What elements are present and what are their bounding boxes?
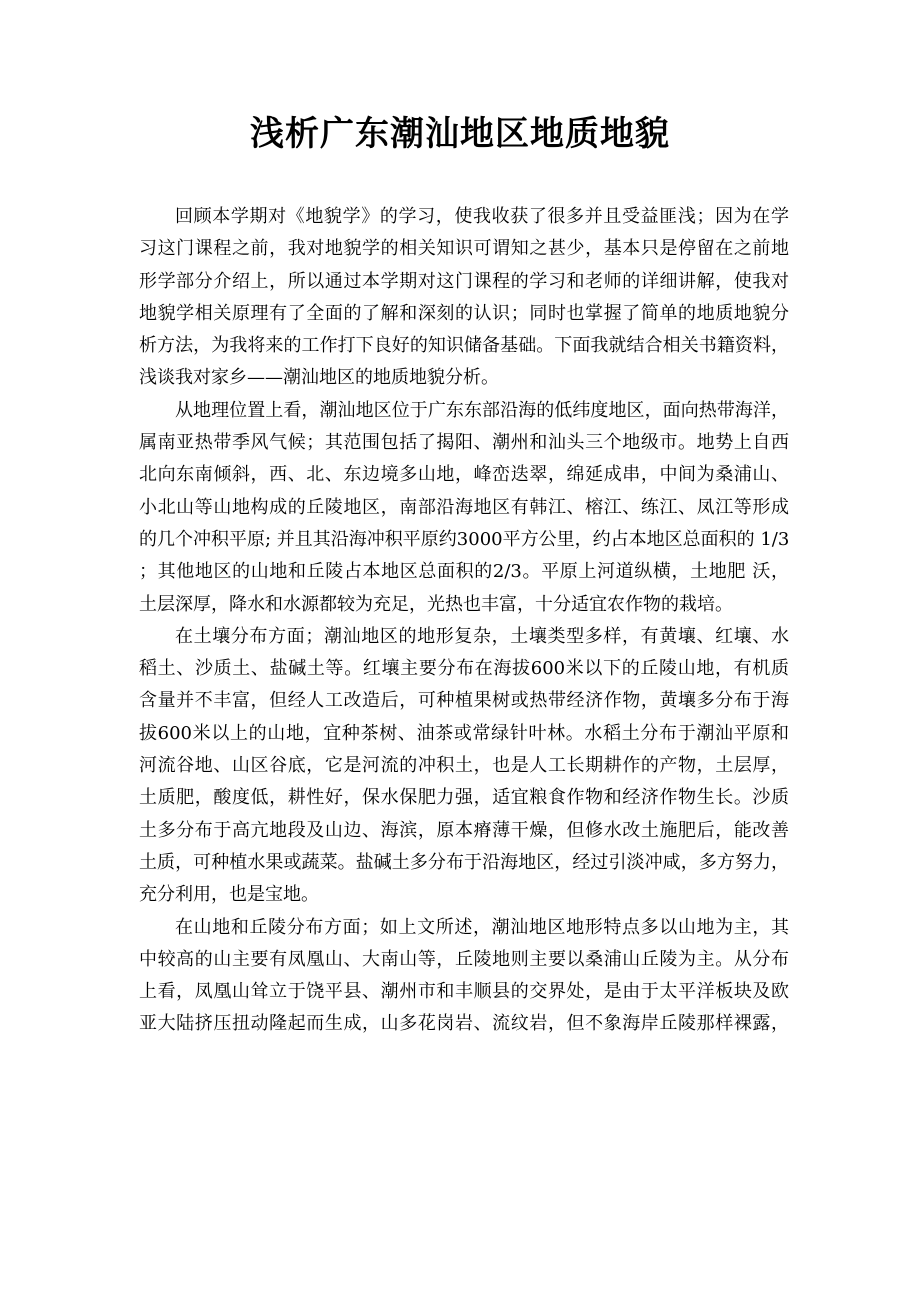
paragraph-3 [139,621,789,912]
text-line: 形学部分介绍上，所以通过本学期对这门课程的学习和老师的详细讲解，使我对 [139,270,789,292]
text-line: 河流谷地、山区谷底，它是河流的冲积土，也是人工长期耕作的产物，土层厚， [139,755,789,777]
text-line: 中较高的山主要有凤凰山、大南山等，丘陵地则主要以桑浦山丘陵为主。从分布 [139,948,789,970]
document-body [139,201,789,1041]
document-title: 浅析广东潮汕地区地质地貌 [250,114,670,154]
paragraph-4 [139,912,789,1041]
text-line: 拔600米以上的山地，宜种茶树、油茶或常绿针叶林。水稻土分布于潮汕平原和 [139,722,789,744]
text-line: 土质肥，酸度低，耕性好，保水保肥力强，适宜粮食作物和经济作物生长。沙质 [139,787,789,809]
text-line: 析方法，为我将来的工作打下良好的知识储备基础。下面我就结合相关书籍资料， [139,335,789,357]
text-line: 土多分布于高亢地段及山边、海滨，原本瘠薄干燥，但修水改土施肥后，能改善 [139,819,789,841]
text-line: 习这门课程之前，我对地貌学的相关知识可谓知之甚少，基本只是停留在之前地 [139,238,789,260]
text-line: 浅谈我对家乡——潮汕地区的地质地貌分析。 [139,367,499,389]
text-line: 属南亚热带季风气候；其范围包括了揭阳、潮州和汕头三个地级市。地势上自西 [139,432,789,454]
text-line: 小北山等山地构成的丘陵地区，南部沿海地区有韩江、榕江、练江、凤江等形成 [139,496,789,518]
text-line: 从地理位置上看，潮汕地区位于广东东部沿海的低纬度地区，面向热带海洋， [175,399,789,421]
text-line: 在土壤分布方面；潮汕地区的地形复杂，土壤类型多样，有黄壤、红壤、水 [175,625,789,647]
text-line: 北向东南倾斜，西、北、东边境多山地，峰峦迭翠，绵延成串，中间为桑浦山、 [139,464,789,486]
paragraph-1 [139,201,789,395]
text-line: 在山地和丘陵分布方面；如上文所述，潮汕地区地形特点多以山地为主，其 [175,916,789,938]
text-line: 土层深厚，降水和水源都较为充足，光热也丰富，十分适宜农作物的栽培。 [139,593,733,615]
text-line: ；其他地区的山地和丘陵占本地区总面积的2/3。平原上河道纵横，土地肥 沃， [139,561,789,583]
text-line: 地貌学相关原理有了全面的了解和深刻的认识；同时也掌握了简单的地质地貌分 [139,302,789,324]
text-line: 土质，可种植水果或蔬菜。盐碱土多分布于沿海地区，经过引淡冲咸，多方努力， [139,851,789,873]
text-line: 回顾本学期对《地貌学》的学习，使我收获了很多并且受益匪浅；因为在学 [175,206,789,227]
text-line: 充分利用，也是宝地。 [139,884,319,906]
paragraph-2 [139,395,789,621]
text-line: 稻土、沙质土、盐碱土等。红壤主要分布在海拔600米以下的丘陵山地，有机质 [139,658,789,680]
text-line: 含量并不丰富，但经人工改造后，可种植果树或热带经济作物，黄壤多分布于海 [139,690,789,712]
text-line: 亚大陆挤压扭动隆起而生成，山多花岗岩、流纹岩，但不象海岸丘陵那样裸露， [139,1013,789,1035]
text-line: 上看，凤凰山耸立于饶平县、潮州市和丰顺县的交界处，是由于太平洋板块及欧 [139,981,789,1003]
text-line: 的几个冲积平原; 并且其沿海冲积平原约3000平方公里，约占本地区总面积的 1/3 [139,528,790,550]
